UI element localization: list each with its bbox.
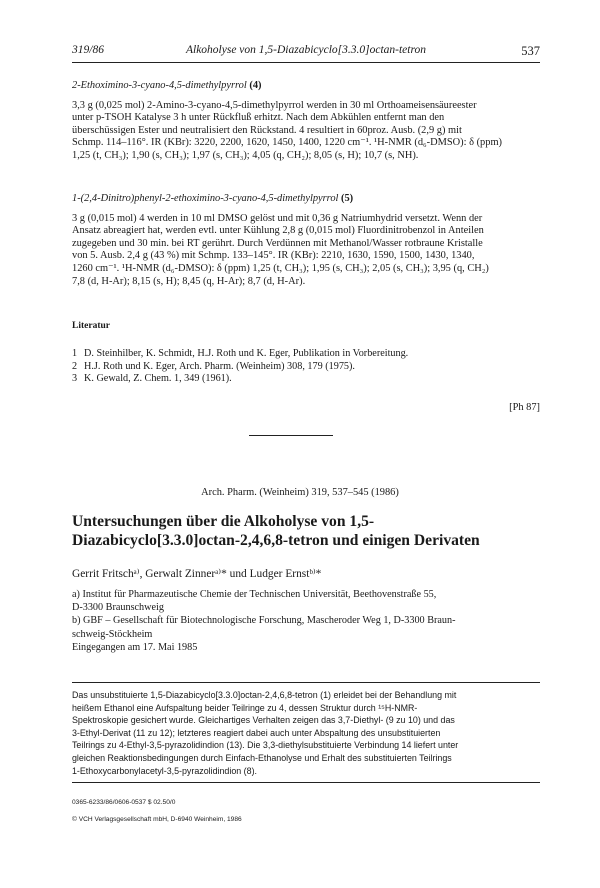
body-line: 3,3 g (0,025 mol) 2-Amino-3-cyano-4,5-dimethylpyrrol werden in 30 ml Orthoameisensäureester	[72, 99, 477, 111]
compound-number: (4)	[249, 80, 262, 91]
running-header	[72, 44, 540, 60]
ph-tag: [Ph 87]	[509, 402, 540, 413]
footer-publisher: © VCH Verlagsgesellschaft mbH, D-6940 Weinheim, 1986	[72, 816, 242, 823]
body-line: 1,25 (t, CH₃); 1,90 (s, CH₃); 1,97 (s, CH₃); 4,05 (q, CH₂); 8,05 (s, H); 10,7 (s, NH).	[72, 149, 419, 161]
body-line: Schmp. 114–116°. IR (KBr): 3220, 2200, 1620, 1450, 1400, 1220 cm⁻¹. ¹H-NMR (d₆-DMSO): δ (ppm)	[72, 137, 502, 149]
abstract: Das unsubstituierte 1,5-Diazabicyclo[3.3.0]octan-2,4,6,8-tetron (1) erleidet bei der Behandlung mit heißem Ethanol eine Aufspaltung beider Teilringe zu 4, dessen Struktur durch ¹⁵H-NMR- Spektroskopie gesichert wurde. Gleichartiges Verhalten zeigen das 3,7-Diethyl- (9 zu 10) und das 3-Ethyl-Derivat (11 zu 12); letzteres reagiert dabei auch unter Abspaltung des unsubstituierten Teilrings zu 4-Ethyl-3,5-pyrazolidindion (13). Die 3,3-diethylsubstituierte Verbindung 14 liefert unter gleichen Reaktionsbedingungen durch Einfach-Ethanolyse und Erhalt des substituierten Teilrings 1-Ethoxycarbonylacetyl-3,5-pyrazolidindion (8).	[72, 690, 459, 776]
reference-item: 2 H.J. Roth und K. Eger, Arch. Pharm. (Weinheim) 308, 179 (1975).	[72, 360, 355, 372]
compound-number: (5)	[341, 193, 354, 204]
section-heading	[72, 80, 540, 93]
reference-list	[72, 348, 512, 386]
header-page-ref: 319/86	[72, 44, 104, 56]
section-compound-4	[72, 80, 540, 163]
header-running-title: Alkoholyse von 1,5-Diazabicyclo[3.3.0]octan-tetron	[185, 44, 427, 56]
reference-item: 1 D. Steinhilber, K. Schmidt, H.J. Roth und K. Eger, Publikation in Vorbereitung.	[72, 348, 409, 359]
body-line: unter p-TSOH Katalyse 3 h unter Rückfluß erhitzt. Nach dem Abkühlen entfernt man den	[72, 112, 445, 124]
literature-heading: Literatur	[72, 321, 110, 331]
abstract-rule-bottom	[72, 782, 540, 783]
article-separator	[249, 435, 333, 436]
article-title: Untersuchungen über die Alkoholyse von 1,5- Diazabicyclo[3.3.0]octan-2,4,6,8-tetron und einigen Derivaten	[72, 513, 480, 549]
section-compound-5	[72, 193, 540, 288]
header-page-number: 537	[521, 44, 540, 58]
body-line: Ansatz abreagiert hat, werden evtl. unter Kühlung 2,8 g (0,015 mol) Fluordinitrobenzol in Anteilen	[72, 225, 484, 237]
footer-code: 0365-6233/86/0606-0537 $ 02.50/0	[72, 799, 176, 806]
body-line: zugegeben und 30 min. bei RT gerührt. Durch Verdünnen mit Methanol/Wasser rotbraune Kristalle	[72, 237, 483, 249]
compound-name: 1-(2,4-Dinitro)phenyl-2-ethoximino-3-cyano-4,5-dimethylpyrrol	[72, 193, 339, 204]
affiliations: a) Institut für Pharmazeutische Chemie der Technischen Universität, Beethovenstraße 55, D-3300 Braunschweig b) GBF – Gesellschaft für Biotechnologische Forschung, Mascheroder Weg 1, D-3300 Braun- schweig-Stöckheim Eingegangen am 17. Mai 1985	[72, 589, 456, 653]
author-line: Gerrit Fritschᵃ⁾, Gerwalt Zinnerᵃ⁾* und Ludger Ernstᵇ⁾*	[72, 568, 322, 580]
reference-item: 3 K. Gewald, Z. Chem. 1, 349 (1961).	[72, 373, 232, 385]
body-line: 1260 cm⁻¹. ¹H-NMR (d₆-DMSO): δ (ppm) 1,25 (t, CH₃); 1,95 (s, CH₃); 2,05 (s, CH₃); 3,95 (q, CH₂)	[72, 262, 489, 274]
body-line: von 5. Ausb. 2,4 g (43 %) mit Schmp. 133–145°. IR (KBr): 2210, 1630, 1590, 1500, 1430, 1340,	[72, 250, 475, 262]
header-rule	[72, 62, 540, 63]
body-line: 7,8 (d, H-Ar); 8,15 (s, H); 8,45 (q, H-Ar); 8,7 (d, H-Ar).	[72, 275, 306, 287]
journal-citation: Arch. Pharm. (Weinheim) 319, 537–545 (1986)	[201, 487, 399, 498]
body-line: 3 g (0,015 mol) 4 werden in 10 ml DMSO gelöst und mit 0,36 g Natriumhydrid versetzt. Wenn der	[72, 212, 483, 224]
body-line: überschüssigen Ester und neutralisiert den Rückstand. 4 resultiert in 60proz. Ausb. (2,9 g) mit	[72, 124, 462, 136]
compound-name: 2-Ethoximino-3-cyano-4,5-dimethylpyrrol	[72, 80, 247, 91]
abstract-rule-top	[72, 682, 540, 683]
section-heading	[72, 193, 540, 206]
